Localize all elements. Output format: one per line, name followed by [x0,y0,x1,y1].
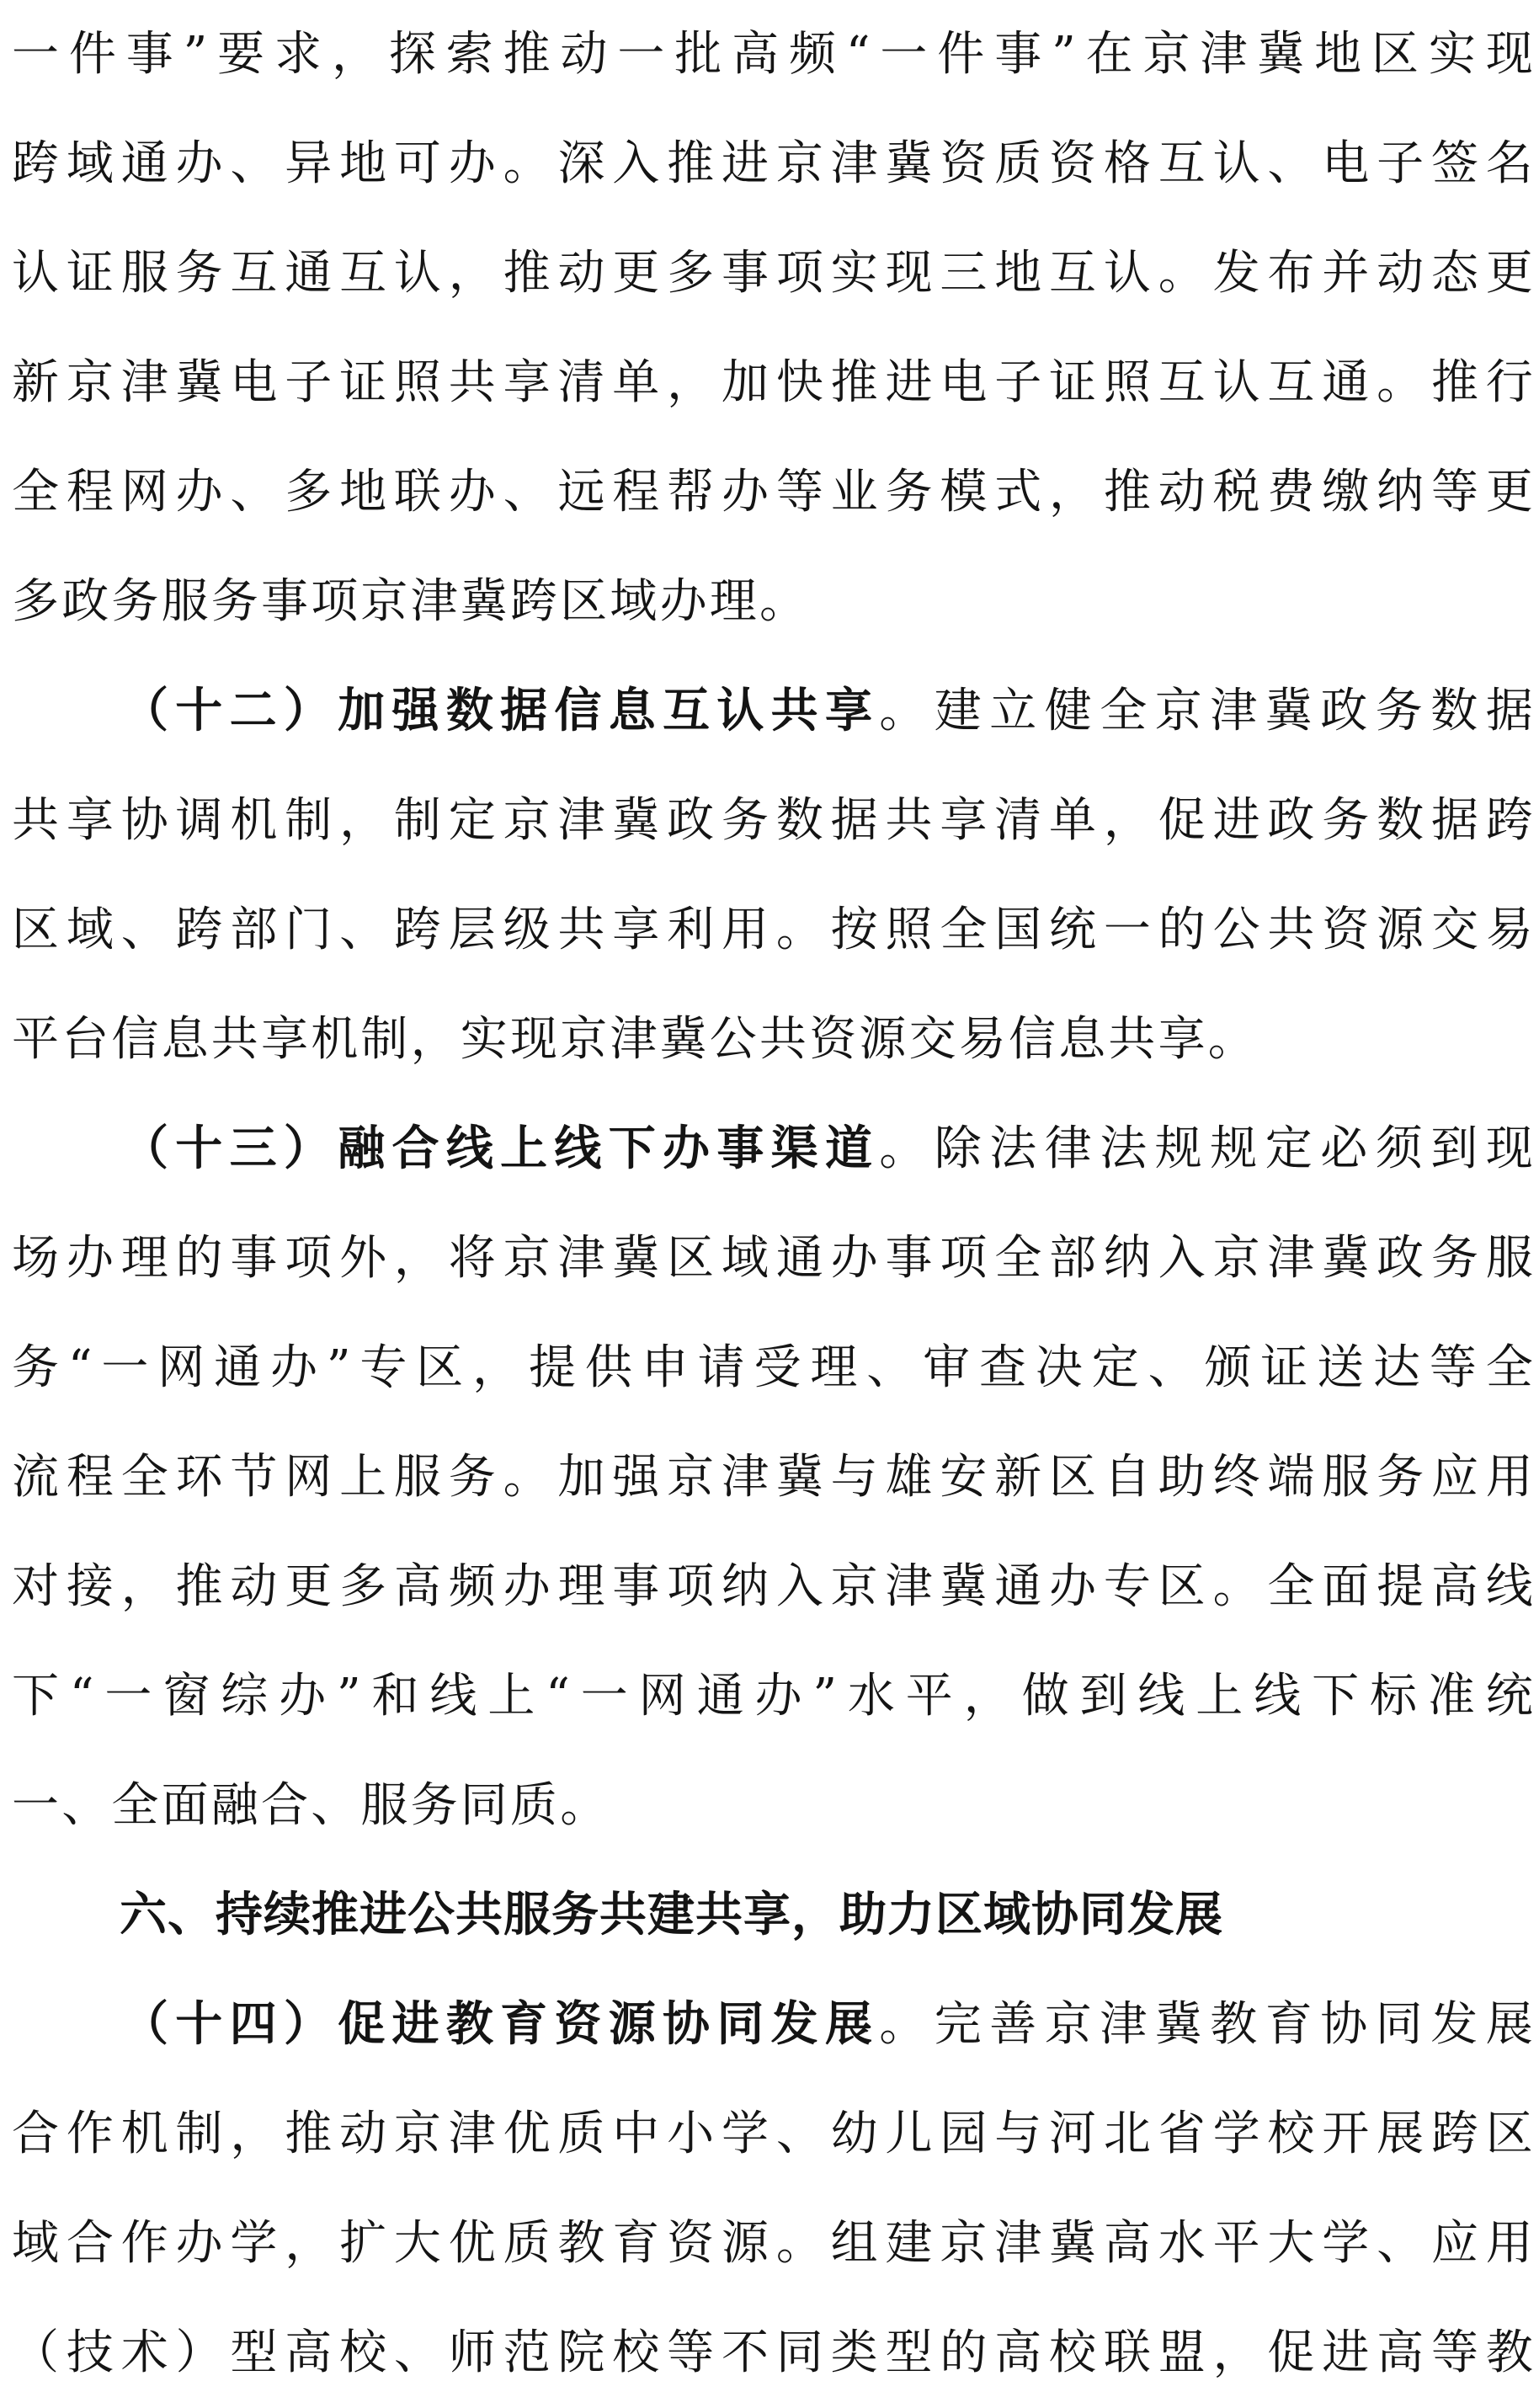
paragraph-item-14 [12,1970,1536,2408]
text-line: 务“一网通办”专区，提供申请受理、审查决定、颁证送达等全 [12,1340,1536,1395]
text-line: 跨域通办、异地可办。深入推进京津冀资质资格互认、电子签名 [12,136,1536,191]
section-heading: 六、持续推进公共服务共建共享，助力区域协同发展 [120,1888,1223,1942]
text-line: （技术）型高校、师范院校等不同类型的高校联盟，促进高等教 [12,2325,1536,2380]
text-line: 认证服务互通互认，推动更多事项实现三地互认。发布并动态更 [12,246,1536,301]
text-line: 全程网办、多地联办、远程帮办等业务模式，推动税费缴纳等更 [12,465,1536,519]
text-line: 一件事”要求，探索推动一批高频“一件事”在京津冀地区实现 [12,27,1536,82]
item-text: 。完善京津冀教育协同发展 [879,1997,1536,2052]
text-line: 下“一窗综办”和线上“一网通办”水平，做到线上线下标准统 [12,1669,1536,1723]
text-line: 域合作办学，扩大优质教育资源。组建京津冀高水平大学、应用 [12,2216,1536,2271]
text-line: 对接，推动更多高频办理事项纳入京津冀通办专区。全面提高线 [12,1559,1536,1614]
text-line [12,1970,1536,2080]
paragraph-item-13 [12,1095,1536,1861]
text-line: 流程全环节网上服务。加强京津冀与雄安新区自助终端服务应用 [12,1450,1536,1505]
text-line: 一、全面融合、服务同质。 [12,1778,610,1833]
text-line: 场办理的事项外，将京津冀区域通办事项全部纳入京津冀政务服 [12,1231,1536,1286]
item-text: 。除法律法规规定必须到现 [879,1121,1536,1176]
text-line: 多政务服务事项京津冀跨区域办理。 [12,574,810,629]
paragraph-continued [12,0,1536,657]
text-line [12,1095,1536,1204]
item-heading: （十三）融合线上线下办事渠道 [121,1121,880,1176]
text-line [12,657,1536,766]
text-line: 新京津冀电子证照共享清单，加快推进电子证照互认互通。推行 [12,355,1536,410]
text-line: 共享协调机制，制定京津冀政务数据共享清单，促进政务数据跨 [12,793,1536,848]
item-heading: （十四）促进教育资源协同发展 [121,1997,880,2052]
paragraph-item-12 [12,657,1536,1095]
item-text: 。建立健全京津冀政务数据 [879,684,1536,738]
text-line: 合作机制，推动京津优质中小学、幼儿园与河北省学校开展跨区 [12,2107,1536,2161]
document-page [12,0,1536,2408]
text-line: 平台信息共享机制，实现京津冀公共资源交易信息共享。 [12,1012,1258,1067]
text-line: 区域、跨部门、跨层级共享利用。按照全国统一的公共资源交易 [12,903,1536,957]
item-heading: （十二）加强数据信息互认共享 [121,684,880,738]
